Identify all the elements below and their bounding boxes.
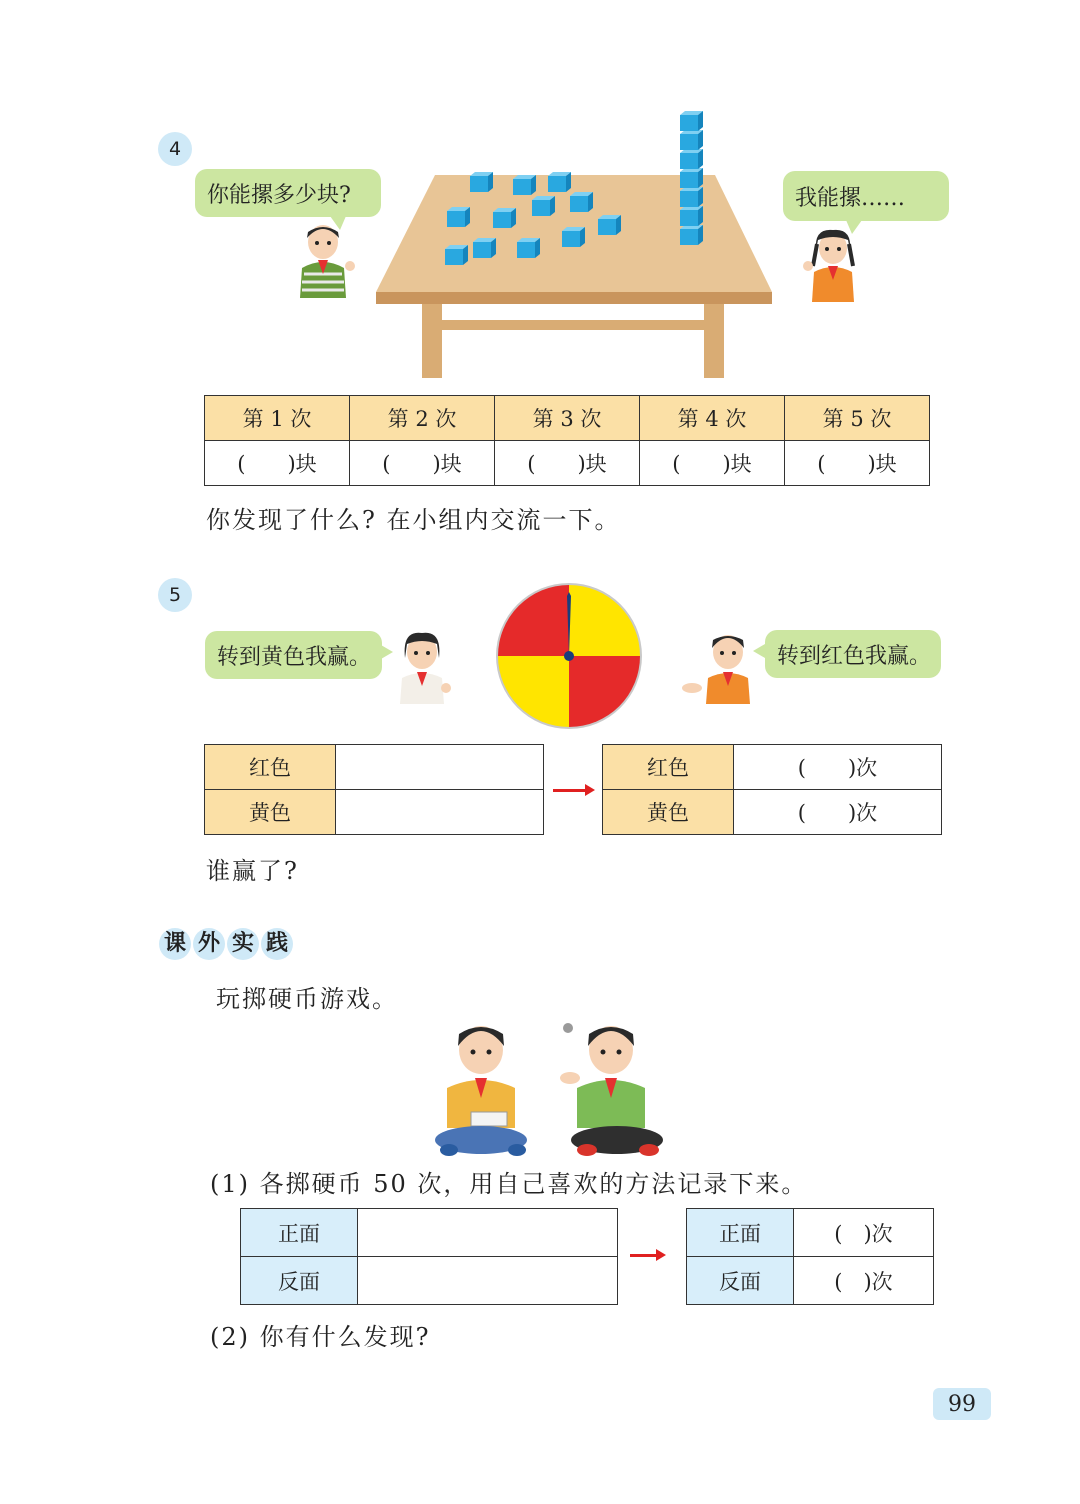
color-tally-table [204, 744, 544, 835]
count-blank-tails[interactable]: ( )次 [794, 1257, 934, 1305]
problem-5-number: 5 [158, 578, 192, 612]
girl-speech-bubble-4 [783, 171, 949, 221]
row-label-yellow: 黄色 [603, 790, 734, 835]
practice-title-char: 实 [227, 928, 259, 960]
girl-speech-text: 转到黄色我赢。 [217, 644, 372, 670]
answer-blank-try-1[interactable]: ( )块 [205, 441, 350, 486]
girl-illustration [800, 228, 862, 302]
color-count-table [602, 744, 942, 835]
count-blank-red[interactable]: ( )次 [734, 745, 942, 790]
girl-speech-bubble-5 [205, 631, 382, 679]
row-label-heads: 正面 [687, 1209, 794, 1257]
problem-4-question: 你发现了什么? 在小组内交流一下。 [206, 506, 621, 534]
row-label-yellow: 黄色 [205, 790, 336, 835]
answer-blank-try-4[interactable]: ( )块 [640, 441, 785, 486]
count-blank-yellow[interactable]: ( )次 [734, 790, 942, 835]
row-label-tails: 反面 [687, 1257, 794, 1305]
boy-speech-bubble-4 [195, 169, 381, 217]
row-label-red: 红色 [205, 745, 336, 790]
boy-speech-bubble-5 [765, 630, 941, 678]
tally-cell-red[interactable] [336, 745, 544, 790]
table-header-try-2: 第 2 次 [350, 396, 495, 441]
boy-speech-text: 转到红色我赢。 [777, 643, 932, 669]
tally-cell-yellow[interactable] [336, 790, 544, 835]
spinner [495, 582, 643, 730]
coin-toss-illustration [425, 1016, 675, 1158]
arrow-right-icon [553, 789, 587, 792]
coin-count-table [686, 1208, 934, 1305]
page-number: 99 [933, 1388, 991, 1420]
boy-illustration [290, 222, 360, 300]
practice-question-2: (2) 你有什么发现? [210, 1323, 431, 1351]
practice-question-1: (1) 各掷硬币 50 次，用自己喜欢的方法记录下来。 [210, 1170, 808, 1198]
row-label-red: 红色 [603, 745, 734, 790]
practice-section-title [159, 928, 295, 960]
answer-blank-try-5[interactable]: ( )块 [785, 441, 930, 486]
row-label-heads: 正面 [241, 1209, 358, 1257]
answer-blank-try-2[interactable]: ( )块 [350, 441, 495, 486]
table-header-try-4: 第 4 次 [640, 396, 785, 441]
tally-cell-tails[interactable] [358, 1257, 618, 1305]
count-blank-heads[interactable]: ( )次 [794, 1209, 934, 1257]
problem-5-question: 谁赢了? [206, 857, 299, 885]
table-header-try-3: 第 3 次 [495, 396, 640, 441]
practice-title-char: 践 [261, 928, 293, 960]
stacking-record-table [204, 395, 930, 486]
tally-cell-heads[interactable] [358, 1209, 618, 1257]
boy-illustration [680, 630, 758, 704]
table-header-try-1: 第 1 次 [205, 396, 350, 441]
table-with-blocks-illustration [370, 100, 780, 382]
practice-title-char: 课 [159, 928, 191, 960]
coin-tally-table [240, 1208, 618, 1305]
practice-intro: 玩掷硬币游戏。 [216, 985, 398, 1013]
coin-icon [563, 1023, 573, 1033]
problem-4-number: 4 [158, 132, 192, 166]
table-header-try-5: 第 5 次 [785, 396, 930, 441]
girl-speech-text: 我能摞…… [795, 185, 906, 211]
arrow-right-icon [630, 1254, 658, 1257]
boy-speech-text: 你能摞多少块? [207, 182, 351, 208]
answer-blank-try-3[interactable]: ( )块 [495, 441, 640, 486]
girl-illustration [392, 630, 454, 704]
row-label-tails: 反面 [241, 1257, 358, 1305]
practice-title-char: 外 [193, 928, 225, 960]
